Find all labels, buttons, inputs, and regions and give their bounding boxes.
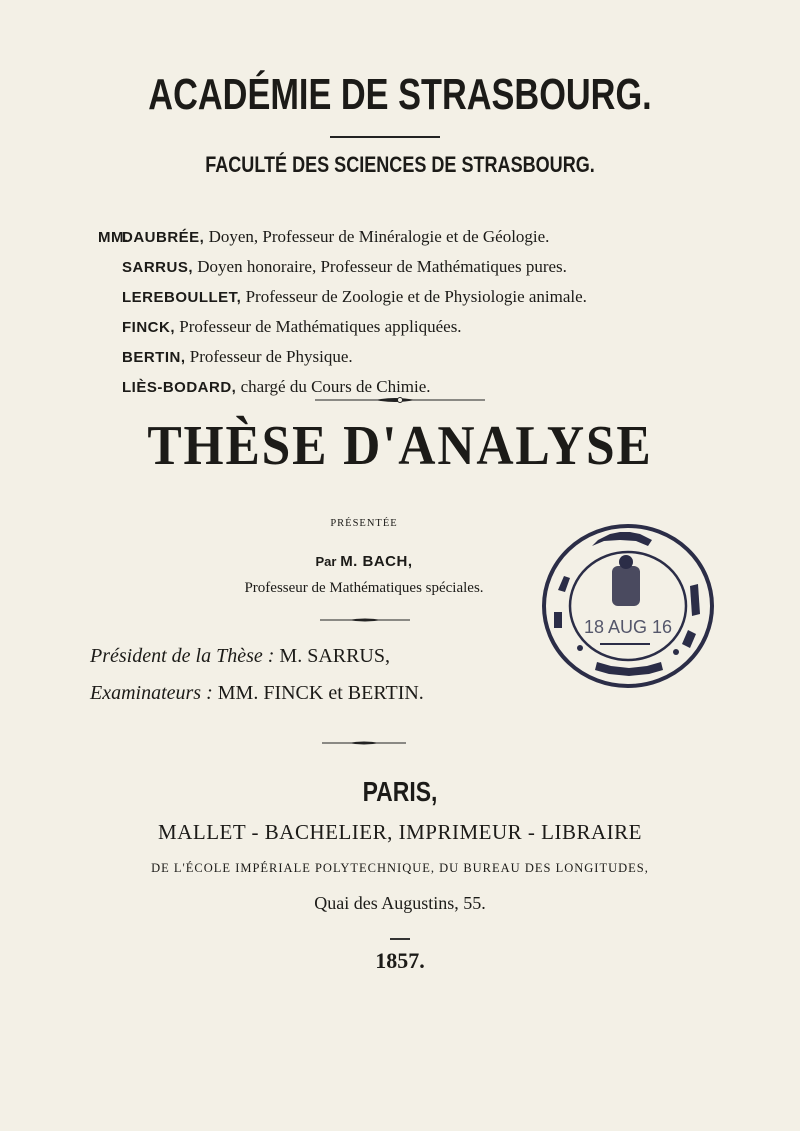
academy-heading: ACADÉMIE DE STRASBOURG. <box>148 70 652 119</box>
member-role: Professeur de Mathématiques appliquées. <box>179 317 462 336</box>
member-name: SARRUS, <box>122 259 194 276</box>
year-rule <box>390 938 410 940</box>
imprint-affiliation: DE L'ÉCOLE IMPÉRIALE POLYTECHNIQUE, DU BUREAU DES LONGITUDES, <box>151 861 649 875</box>
member-role: chargé du Cours de Chimie. <box>240 377 431 396</box>
president-name: M. SARRUS, <box>279 645 391 667</box>
president-line <box>90 645 390 668</box>
by-prefix: Par <box>315 554 337 569</box>
member-role: Professeur de Physique. <box>189 347 353 366</box>
examiners-label: Examinateurs : <box>90 682 213 704</box>
imprint-publisher: MALLET - BACHELIER, IMPRIMEUR - LIBRAIRE <box>158 820 642 844</box>
member-role: Professeur de Zoologie et de Physiologie animale. <box>245 287 587 306</box>
member-role: Doyen honoraire, Professeur de Mathématiques pures. <box>197 257 567 276</box>
imprint-address: Quai des Augustins, 55. <box>314 893 486 913</box>
divider-ornament <box>315 396 485 404</box>
president-label: Président de la Thèse : <box>90 645 275 667</box>
academy-rule <box>330 136 440 138</box>
faculty-member <box>122 342 762 372</box>
faculty-member <box>122 282 762 312</box>
author-line <box>200 553 528 571</box>
faculty-heading: FACULTÉ DES SCIENCES DE STRASBOURG. <box>205 152 595 177</box>
library-stamp <box>540 520 716 692</box>
stamp-date: 18 AUG 16 <box>583 617 673 637</box>
member-prefix: MM. <box>98 229 129 246</box>
faculty-member <box>122 252 762 282</box>
member-name: LEREBOULLET, <box>122 289 242 306</box>
presented-label: PRÉSENTÉE <box>330 518 398 529</box>
author-role: Professeur de Mathématiques spéciales. <box>244 580 484 596</box>
author-name: M. BACH, <box>340 553 413 570</box>
member-role: Doyen, Professeur de Minéralogie et de Géologie. <box>208 227 550 246</box>
small-divider-ornament <box>320 617 410 623</box>
imprint-year: 1857. <box>375 948 425 973</box>
examiners-line <box>90 682 424 705</box>
faculty-member-list <box>98 222 762 402</box>
thesis-title: THÈSE D'ANALYSE <box>147 415 653 477</box>
imprint-city: PARIS, <box>362 776 438 807</box>
small-divider-ornament <box>322 740 406 746</box>
member-name: FINCK, <box>122 319 175 336</box>
faculty-member <box>98 222 762 252</box>
member-name: DAUBRÉE, <box>122 229 205 246</box>
faculty-member <box>122 312 762 342</box>
member-name: LIÈS-BODARD, <box>122 379 237 396</box>
examiners-names: MM. FINCK et BERTIN. <box>217 682 424 704</box>
member-name: BERTIN, <box>122 349 186 366</box>
